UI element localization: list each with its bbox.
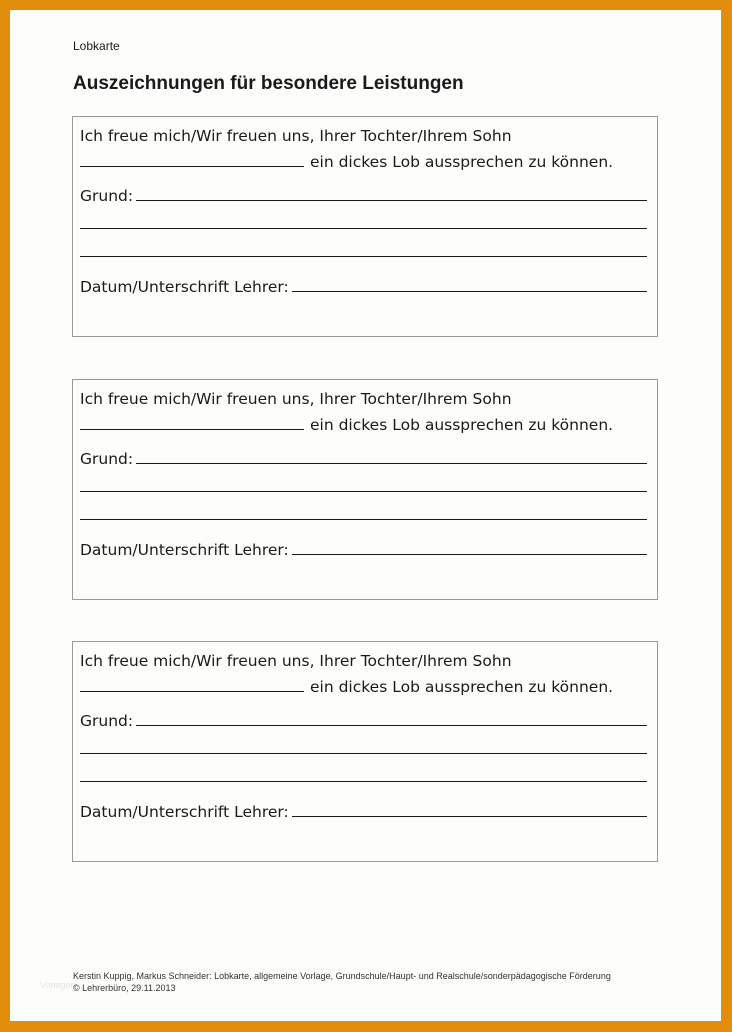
- signature-label: Datum/Unterschrift Lehrer:: [80, 541, 289, 559]
- card-intro-line: [80, 123, 647, 145]
- reason-blank[interactable]: [136, 199, 647, 201]
- card-reason-extra-line-1: [80, 738, 647, 758]
- card-praise-text: ein dickes Lob aussprechen zu können.: [310, 153, 614, 171]
- reason-label: Grund:: [80, 187, 134, 205]
- card-student-line: [80, 149, 647, 171]
- footer-copyright-line: © Lehrerbüro, 29.11.2013: [73, 983, 176, 993]
- footer-credit-line: Kerstin Kuppig, Markus Schneider: Lobkarte, allgemeine Vorlage, Grundschule/Haupt- und Realschule/sonderpädagogische Förderung: [73, 971, 611, 981]
- card-intro-line: [80, 386, 647, 408]
- watermark-text: Vorlagen: [40, 980, 76, 990]
- card-signature-line: [80, 799, 647, 821]
- card-intro-text: Ich freue mich/Wir freuen uns, Ihrer Tochter/Ihrem Sohn: [80, 390, 512, 408]
- card-reason-extra-line-2: [80, 766, 647, 786]
- card-reason-line: [80, 446, 647, 468]
- card-reason-extra-line-2: [80, 504, 647, 524]
- card-reason-extra-line-2: [80, 241, 647, 261]
- card-student-line: [80, 412, 647, 434]
- card-reason-extra-line-1: [80, 476, 647, 496]
- student-name-blank[interactable]: [80, 690, 304, 692]
- card-reason-line: [80, 708, 647, 730]
- card-reason-line: [80, 183, 647, 205]
- card-intro-text: Ich freue mich/Wir freuen uns, Ihrer Tochter/Ihrem Sohn: [80, 127, 512, 145]
- praise-card-3: [72, 641, 658, 862]
- card-signature-line: [80, 537, 647, 559]
- card-signature-line: [80, 274, 647, 296]
- card-praise-text: ein dickes Lob aussprechen zu können.: [310, 416, 614, 434]
- document-page: [10, 10, 721, 1021]
- card-intro-text: Ich freue mich/Wir freuen uns, Ihrer Tochter/Ihrem Sohn: [80, 652, 512, 670]
- signature-blank[interactable]: [292, 553, 647, 555]
- reason-blank-extra-2[interactable]: [80, 255, 647, 257]
- student-name-blank[interactable]: [80, 428, 304, 430]
- reason-blank-extra-2[interactable]: [80, 780, 647, 782]
- document-kicker: Lobkarte: [73, 39, 120, 53]
- reason-label: Grund:: [80, 450, 134, 468]
- reason-blank-extra-1[interactable]: [80, 752, 647, 754]
- praise-card-2: [72, 379, 658, 600]
- signature-blank[interactable]: [292, 815, 647, 817]
- reason-blank[interactable]: [136, 462, 647, 464]
- card-praise-text: ein dickes Lob aussprechen zu können.: [310, 678, 614, 696]
- signature-label: Datum/Unterschrift Lehrer:: [80, 803, 289, 821]
- reason-blank-extra-2[interactable]: [80, 518, 647, 520]
- reason-blank-extra-1[interactable]: [80, 490, 647, 492]
- reason-blank-extra-1[interactable]: [80, 227, 647, 229]
- page-title: Auszeichnungen für besondere Leistungen: [73, 73, 464, 94]
- card-intro-line: [80, 648, 647, 670]
- document-footer: [73, 970, 713, 994]
- card-student-line: [80, 674, 647, 696]
- signature-label: Datum/Unterschrift Lehrer:: [80, 278, 289, 296]
- reason-blank[interactable]: [136, 724, 647, 726]
- card-reason-extra-line-1: [80, 213, 647, 233]
- praise-card-1: [72, 116, 658, 337]
- reason-label: Grund:: [80, 712, 134, 730]
- student-name-blank[interactable]: [80, 165, 304, 167]
- signature-blank[interactable]: [292, 290, 647, 292]
